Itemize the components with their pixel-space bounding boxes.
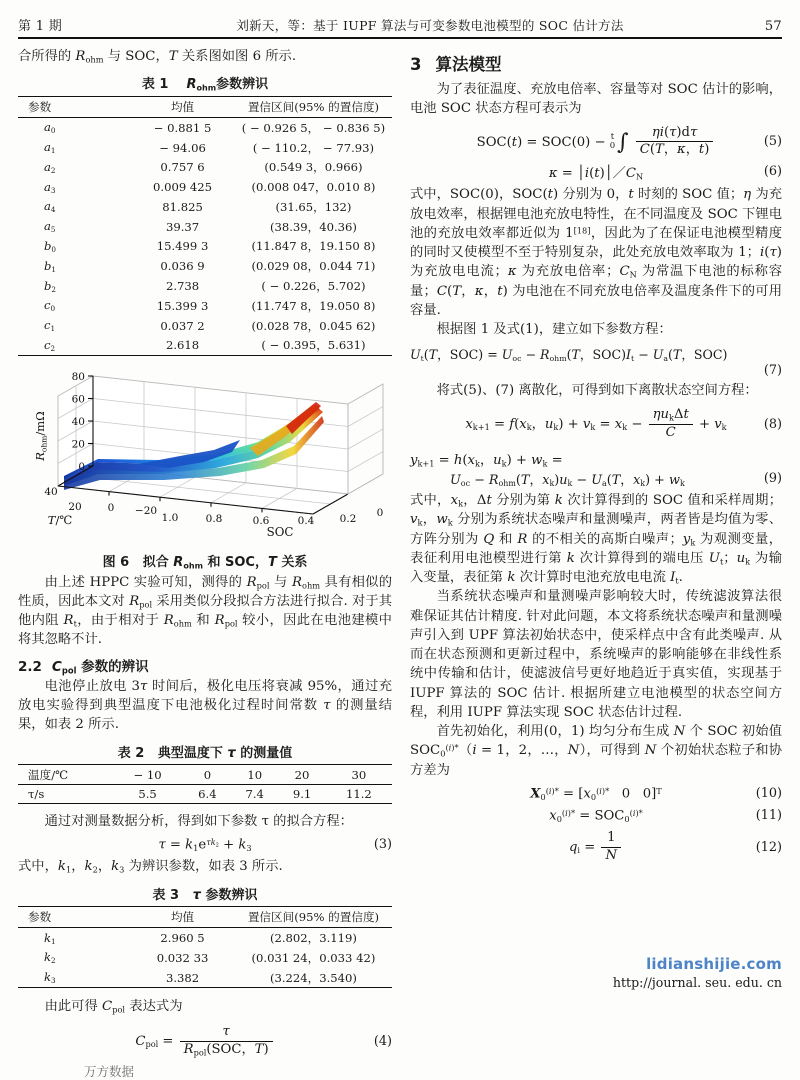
equation-8 xyxy=(410,408,782,441)
equation-10-number: (10) xyxy=(755,786,782,802)
cell-tau: 5.5 xyxy=(138,787,157,802)
equation-3 xyxy=(18,837,392,853)
table2-caption-label: 表 2 xyxy=(117,745,145,761)
svg-text:0.6: 0.6 xyxy=(252,515,270,528)
row-label-temperature: 温度/℃ xyxy=(28,767,69,782)
cell-mean: 39.37 xyxy=(165,219,200,234)
svg-text:20: 20 xyxy=(68,501,82,514)
equation-6-body: $\kappa = │i(t)│/C_N$ xyxy=(548,166,644,182)
soc-axis-label: SOC xyxy=(266,525,294,540)
table3-header-mean: 均值 xyxy=(170,909,195,924)
equation-4-body: $C_{pol}$ = $\frac{\tau}{R_{pol}(SOC,T)}$ xyxy=(135,1025,274,1058)
running-head-issue: 第 1 期 xyxy=(18,19,63,34)
table-row xyxy=(18,764,392,785)
table-row: $c_0$ 15.399 3 (11.747 8，19.050 8) xyxy=(18,296,392,316)
equation-3-number: (3) xyxy=(373,837,392,852)
cell-ci: (3.224，3.540) xyxy=(269,970,357,985)
table3-header-ci: 置信区间(95% 的置信度) xyxy=(247,909,380,924)
cell-temp: 0 xyxy=(203,767,212,782)
right-paragraph-4: 将式(5)、(7) 离散化，可得到如下离散状态空间方程： xyxy=(436,382,758,398)
equation-6-number: (6) xyxy=(763,164,782,180)
table1-body xyxy=(18,117,392,355)
left-column xyxy=(18,47,392,1080)
table1-header-param: 参数 xyxy=(28,99,52,114)
figure-6-label: 图 6 xyxy=(102,555,130,571)
svg-text:60: 60 xyxy=(71,393,85,406)
section-title: 算法模型 xyxy=(435,55,502,74)
running-head xyxy=(14,0,786,36)
svg-text:0.8: 0.8 xyxy=(205,513,223,526)
cell-mean: 2.960 5 xyxy=(160,931,205,946)
section-3 xyxy=(410,51,782,75)
z-axis-label: $R_{ohm}/m\Omega$ xyxy=(33,411,49,461)
table-row: $c_1$ 0.037 2 (0.028 78，0.045 62) xyxy=(18,316,392,336)
table-row: $a_1$ − 94.06 ( − 110.2， − 77.93) xyxy=(18,138,392,158)
equation-7-number: (7) xyxy=(763,362,782,378)
surface-plot-svg xyxy=(18,364,392,549)
cell-mean: − 94.06 xyxy=(159,140,206,155)
equation-9-body-line2: $U_{oc} - R_{ohm}(T$，$x_k)u_k - U_a(T$，$x_k) + w_k$ xyxy=(450,472,685,488)
cell-ci: ( − 0.926 5， − 0.836 5) xyxy=(241,120,386,135)
table-row: $k_2$ 0.032 33 (0.031 24，0.033 42) xyxy=(18,948,392,968)
equation-11-body: $x_0^{(i)*} = SOC_0^{(i)*}$ xyxy=(549,807,643,824)
cell-tau: 9.1 xyxy=(292,787,312,802)
equation-7-number-row xyxy=(410,363,782,378)
right-paragraph-7: 首先初始化，利用(0，1) 均匀分布生成 N 个 SOC 初始值 $SOC_0^{(i)*}(i = 1$，2，…，N），可得到 N 个初始状态粒子和协方差为 xyxy=(410,724,783,778)
svg-text:0.4: 0.4 xyxy=(297,515,315,528)
table-row: $b_2$ 2.738 ( − 0.226，5.702) xyxy=(18,276,392,296)
two-column-body xyxy=(14,39,786,1080)
table-row: $b_1$ 0.036 9 (0.029 08，0.044 71) xyxy=(18,256,392,276)
equation-9-number: (9) xyxy=(763,470,782,486)
svg-text:40: 40 xyxy=(71,416,85,429)
site-watermark: lidianshijie.com xyxy=(646,955,782,973)
row-label-tau: τ/s xyxy=(28,787,45,802)
cell-tau: 11.2 xyxy=(345,787,372,802)
table1 xyxy=(18,96,392,357)
section-number: 3 xyxy=(410,55,422,74)
table-row: $b_0$ 15.499 3 (11.847 8，19.150 8) xyxy=(18,237,392,257)
equation-5-number: (5) xyxy=(763,134,782,150)
svg-text:40: 40 xyxy=(44,486,58,499)
cell-mean: − 0.881 5 xyxy=(153,120,212,135)
equation-12-body: $q_i$ = $\frac{1}{N}$ xyxy=(569,831,623,864)
table2-caption: 表 2 典型温度下 τ 的测量值 xyxy=(117,745,293,761)
cell-ci: ( − 0.395，5.631) xyxy=(261,338,366,353)
cell-ci: (11.847 8，19.150 8) xyxy=(251,239,376,254)
table1-caption-label: 表 1 xyxy=(141,77,169,93)
equation-4-number: (4) xyxy=(373,1033,392,1049)
page-number: 57 xyxy=(764,19,782,34)
table-row: $a_0$ − 0.881 5 ( − 0.926 5， − 0.836 5) xyxy=(18,117,392,137)
paragraph-hppc: 由上述 HPPC 实验可知，测得的 $R_{pol}$ 与 $R_{ohm}$ 具有相似的性质，因此本文对 $R_{pol}$ 采用类似分段拟合方法进行拟合. 对于其他内阻 $R_t$，由于相对于 $R_{ohm}$ 和 $R_{pol}$ 较小，因此在电池建模中将其忽略不计. xyxy=(18,574,392,648)
cell-ci: (0.008 047，0.010 8) xyxy=(251,180,376,195)
table3 xyxy=(18,906,392,989)
cell-ci: (31.65，132) xyxy=(275,199,352,214)
table3-header-param: 参数 xyxy=(28,909,52,924)
equation-4 xyxy=(18,1025,392,1058)
paragraph-cpol-expr: 由此可得 $C_{pol}$ 表达式为 xyxy=(44,999,183,1015)
svg-text:1.0: 1.0 xyxy=(161,512,179,525)
cell-mean: 3.382 xyxy=(165,970,200,985)
equation-12 xyxy=(410,831,782,864)
cell-mean: 81.825 xyxy=(162,199,203,214)
equation-5 xyxy=(410,126,782,159)
cell-mean: 0.757 6 xyxy=(160,160,205,175)
cell-tau: 7.4 xyxy=(245,787,264,802)
table-row: $a_3$ 0.009 425 (0.008 047，0.010 8) xyxy=(18,177,392,197)
svg-text:0: 0 xyxy=(107,502,115,515)
right-paragraph-5: 式中，$x_k$，Δt 分别为第 k 次计算得到的 SOC 值和采样周期；$v_k$，$w_k$ 分别为系统状态噪声和量测噪声，两者皆是均值为零、方阵分别为 Q 和 R 的不相关的高斯白噪声；$y_k$ 为观测变量，表征利用电池模型进行第 k 次计算得到的端电压 $U_t$；$u_k$ 为输入变量，表征第 k 次计算时电池充放电电流 $I_t$. xyxy=(410,493,783,586)
cell-temp: 10 xyxy=(247,767,263,782)
table3-caption: 表 3 τ 参数辨识 xyxy=(152,887,258,903)
equation-10 xyxy=(410,786,782,802)
cell-mean: 15.499 3 xyxy=(156,239,209,254)
cell-ci: (0.028 78，0.045 62) xyxy=(251,318,376,333)
equation-8-number: (8) xyxy=(763,416,782,432)
cell-temp: − 10 xyxy=(133,767,162,782)
cell-ci: (38.39，40.36) xyxy=(269,219,357,234)
table-row: $k_3$ 3.382 (3.224，3.540) xyxy=(18,968,392,988)
table1-header-ci: 置信区间(95% 的置信度) xyxy=(247,99,380,114)
cell-mean: 15.399 3 xyxy=(156,298,209,313)
cell-ci: (0.031 24，0.033 42) xyxy=(251,950,376,965)
table-row: $k_1$ 2.960 5 (2.802，3.119) xyxy=(18,928,392,948)
running-head-title: 刘新天，等：基于 IUPF 算法与可变参数电池模型的 SOC 估计方法 xyxy=(236,18,624,33)
equation-8-body: $x_{k+1} = f(x_k$，$u_k) + v_k = x_k$ − $\frac{\eta u_k\Delta t}{C}$ + $v_k$ xyxy=(465,406,727,440)
svg-text:0.2: 0.2 xyxy=(339,513,357,526)
equation-11 xyxy=(410,808,782,824)
equation-12-number: (12) xyxy=(755,839,782,855)
subsection-title: $C_{pol}$ 参数的辨识 xyxy=(51,658,149,675)
cell-temp: 30 xyxy=(351,767,367,782)
right-column xyxy=(410,47,782,1080)
right-paragraph-2: 式中，SOC(0)，SOC(t) 分别为 0，t 时刻的 SOC 值；η 为充放电效率，根据锂电池充放电特性，在不同温度及 SOC 下锂电池的充放电效率都近似为 1[18]，因此为了在保证电池模型精度的同时又使模型不至于特别复杂，此处充放电效率取为 1；i(τ) 为充放电电流；κ 为充放电倍率；$C_N$ 为常温下电池的标称容量；C(T，κ，t) 为电池在不同充放电倍率及温度条件下的可用容量. xyxy=(410,187,783,318)
equation-7 xyxy=(410,344,782,363)
table3-caption-label: 表 3 xyxy=(152,887,180,903)
cell-ci: (2.802，3.119) xyxy=(269,931,357,946)
cell-mean: 0.036 9 xyxy=(160,259,205,274)
svg-text:80: 80 xyxy=(71,371,85,384)
table-row xyxy=(18,785,392,804)
table-row: $c_2$ 2.618 ( − 0.395，5.631) xyxy=(18,335,392,355)
cell-mean: 0.032 33 xyxy=(156,950,209,965)
svg-text:−20: −20 xyxy=(134,505,158,518)
cell-mean: 2.738 xyxy=(165,279,200,294)
equation-6 xyxy=(410,162,782,181)
equation-9-line2 xyxy=(410,469,782,488)
table-row: $a_2$ 0.757 6 (0.549 3，0.966) xyxy=(18,157,392,177)
subsection-2-2 xyxy=(18,655,392,675)
equation-10-body: $X_0^{(i)*} = [x_0^{(i)*}$ 0 0]$^T$ xyxy=(530,785,662,802)
cell-ci: (11.747 8，19.050 8) xyxy=(251,298,376,313)
right-paragraph-3: 根据图 1 及式(1)，建立如下参数方程： xyxy=(436,322,672,338)
svg-text:20: 20 xyxy=(71,438,85,451)
right-paragraph-6: 当系统状态噪声和量测噪声影响较大时，传统滤波算法很难保证其估计精度. 针对此问题，本文将系统状态噪声和量测噪声引入到 UPF 算法初始状态中，使采样点中含有此类噪声. 从而在状态预测和更新过程中，系统噪声的影响能够在非线性系统中传输和估计，使滤波信号更好地趋近于真实值，实现基于 IUPF 算法的 SOC 估计. 根据所建立电池模型的状态空间方程，利用 IUPF 算法实现 SOC 状态估计过程. xyxy=(410,589,782,720)
right-paragraph-1: 为了表征温度、充放电倍率、容量等对 SOC 估计的影响，电池 SOC 状态方程可表示为 xyxy=(410,82,782,117)
equation-9-body-line1: $y_{k+1} = h(x_k$，$u_k) + w_k$ = xyxy=(410,452,563,468)
equation-11-number: (11) xyxy=(755,808,782,824)
cell-mean: 0.009 425 xyxy=(153,180,213,195)
table-row: $a_4$ 81.825 (31.65，132) xyxy=(18,197,392,217)
paragraph-fit: 通过对测量数据分析，得到如下参数 τ 的拟合方程： xyxy=(44,814,353,830)
footer-marks xyxy=(613,955,782,990)
paragraph-after-eq3: 式中，$k_1$，$k_2$，$k_3$ 为辨识参数，如表 3 所示. xyxy=(18,859,283,875)
table2 xyxy=(18,764,392,805)
cell-ci: (0.549 3，0.966) xyxy=(264,160,363,175)
equation-7-body: $U_t(T$，$SOC) = U_{oc} - R_{ohm}(T$，$SOC)I_t - U_a(T$，SOC) xyxy=(410,346,728,363)
equation-5-body: SOC(t) = SOC(0) − t 0 ∫ $\frac{\eta i(\tau)d\tau}{C(T,\kappa,t)}$ xyxy=(477,126,716,159)
svg-text:0: 0 xyxy=(78,461,85,474)
left-intro-paragraph: 合所得的 $R_{ohm}$ 与 SOC，T 关系图如图 6 所示. xyxy=(18,49,297,65)
cell-mean: 2.618 xyxy=(165,338,200,353)
table1-caption: 表 1 $R_{ohm}$参数辨识 xyxy=(141,77,269,93)
figure-6 xyxy=(18,364,392,570)
wanfang-watermark: 万方数据 xyxy=(84,1064,135,1080)
cell-temp: 20 xyxy=(294,767,310,782)
cell-ci: ( − 0.226，5.702) xyxy=(261,279,366,294)
plot-grid xyxy=(58,376,348,514)
subsection-number: 2.2 xyxy=(18,658,42,675)
equation-3-body: $\tau = k_1e^{\tau k_2} + k_3$ xyxy=(158,836,252,853)
equation-9-line1 xyxy=(410,449,782,468)
paragraph-cpol: 电池停止放电 3τ 时间后，极化电压将衰减 95%，通过充放电实验得到典型温度下电池极化过程时间常数 τ 的测量结果，如表 2 所示. xyxy=(18,678,392,733)
table-row: $a_5$ 39.37 (38.39，40.36) xyxy=(18,217,392,237)
cell-ci: (0.029 08，0.044 71) xyxy=(251,259,376,274)
cell-tau: 6.4 xyxy=(198,787,217,802)
journal-url: http://journal. seu. edu. cn xyxy=(612,975,782,990)
t-axis-label: T/℃ xyxy=(47,513,73,528)
cell-mean: 0.037 2 xyxy=(160,318,205,333)
table1-header-mean: 均值 xyxy=(170,99,195,114)
cell-ci: ( − 110.2， − 77.93) xyxy=(252,140,375,155)
figure-6-caption: 图 6 拟合 $R_{ohm}$ 和 SOC，T 关系 xyxy=(102,555,308,571)
svg-text:0: 0 xyxy=(376,507,384,520)
